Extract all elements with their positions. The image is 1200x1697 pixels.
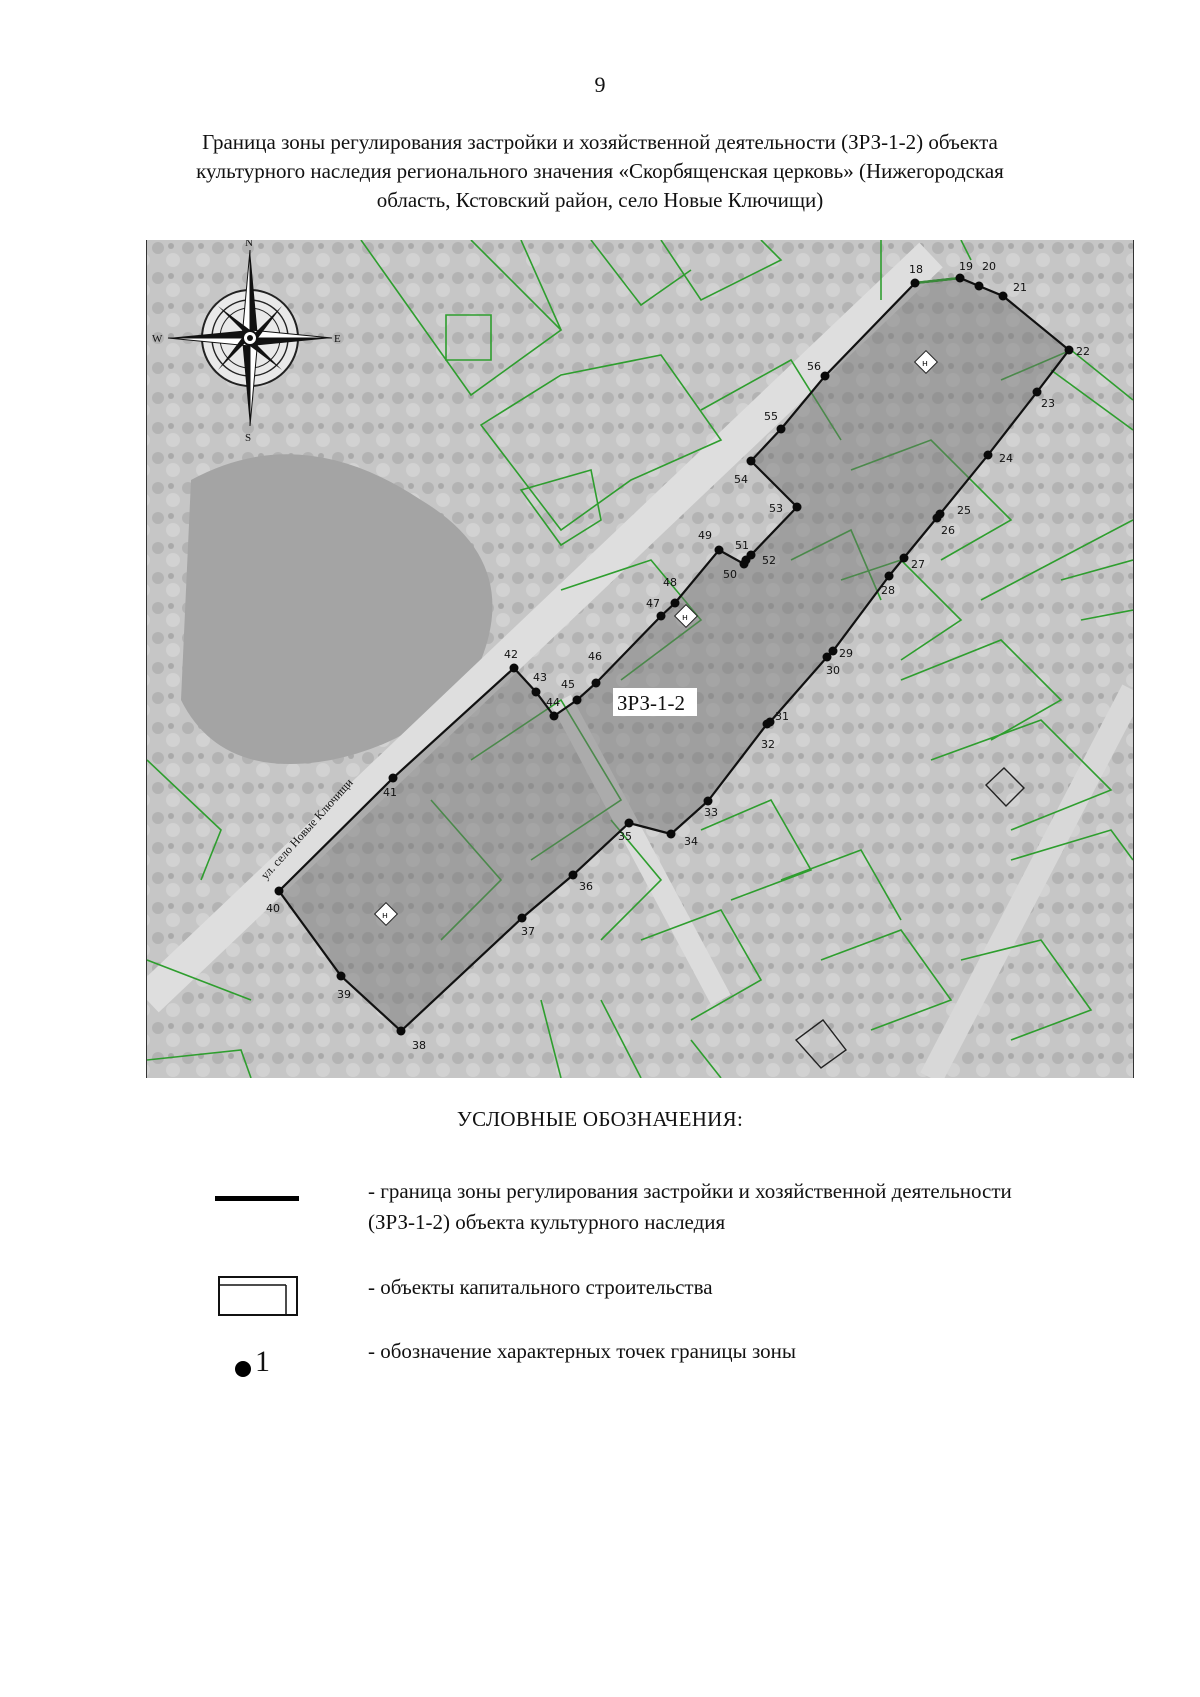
svg-text:25: 25 (957, 504, 971, 517)
point-dot-icon (235, 1361, 251, 1377)
svg-text:38: 38 (412, 1039, 426, 1052)
svg-text:53: 53 (769, 502, 783, 515)
point-symbol-label: 1 (255, 1345, 270, 1378)
boundary-line-symbol (215, 1196, 299, 1201)
svg-text:33: 33 (704, 806, 718, 819)
svg-text:27: 27 (911, 558, 925, 571)
legend-boundary-line2: (ЗРЗ-1-2) объекта культурного наследия (368, 1210, 726, 1234)
svg-text:47: 47 (646, 597, 660, 610)
page-title (150, 128, 1050, 215)
map-svg (147, 240, 1133, 1078)
svg-text:41: 41 (383, 786, 397, 799)
compass-south-label: S (245, 432, 252, 444)
svg-text:50: 50 (723, 568, 737, 581)
title-line-2: культурного наследия регионального значения «Скорбященская церковь» (Нижегородская (196, 159, 1004, 183)
svg-text:40: 40 (266, 902, 280, 915)
svg-text:44: 44 (546, 696, 560, 709)
svg-text:45: 45 (561, 678, 575, 691)
legend-title: УСЛОВНЫЕ ОБОЗНАЧЕНИЯ: (456, 1107, 744, 1131)
svg-text:52: 52 (762, 554, 776, 567)
zone-label: ЗРЗ-1-2 (617, 691, 685, 715)
legend-item-buildings-text: - объекты капитального строительства (368, 1275, 713, 1299)
svg-text:56: 56 (807, 360, 821, 373)
legend-item-points-text: - обозначение характерных точек границы зоны (368, 1339, 796, 1363)
svg-text:23: 23 (1041, 397, 1055, 410)
svg-text:н: н (922, 359, 928, 369)
zone-map[interactable] (146, 240, 1134, 1078)
svg-text:49: 49 (698, 529, 712, 542)
svg-text:34: 34 (684, 835, 698, 848)
svg-text:29: 29 (839, 647, 853, 660)
svg-text:21: 21 (1013, 281, 1027, 294)
svg-text:22: 22 (1076, 345, 1090, 358)
svg-text:18: 18 (909, 263, 923, 276)
compass-east-label: E (334, 333, 341, 345)
svg-text:37: 37 (521, 925, 535, 938)
svg-text:24: 24 (999, 452, 1013, 465)
svg-text:30: 30 (826, 664, 840, 677)
compass-north-label: N (245, 240, 253, 249)
title-line-3: область, Кстовский район, село Новые Ключищи) (376, 188, 824, 212)
svg-text:31: 31 (775, 710, 789, 723)
svg-text:н: н (382, 911, 388, 921)
building-symbol (218, 1276, 298, 1316)
compass-west-label: W (152, 333, 163, 345)
svg-text:35: 35 (618, 830, 632, 843)
svg-text:43: 43 (533, 671, 547, 684)
svg-text:51: 51 (735, 539, 749, 552)
page-number: 9 (594, 72, 606, 97)
svg-text:26: 26 (941, 524, 955, 537)
svg-text:32: 32 (761, 738, 775, 751)
svg-text:42: 42 (504, 648, 518, 661)
legend-boundary-line1: - граница зоны регулирования застройки и хозяйственной деятельности (368, 1179, 1012, 1203)
svg-text:20: 20 (982, 260, 996, 273)
svg-text:46: 46 (588, 650, 602, 663)
svg-text:19: 19 (959, 260, 973, 273)
svg-text:54: 54 (734, 473, 748, 486)
svg-text:36: 36 (579, 880, 593, 893)
svg-text:48: 48 (663, 576, 677, 589)
svg-text:28: 28 (881, 584, 895, 597)
legend-item-boundary-text (368, 1176, 1128, 1238)
title-line-1: Граница зоны регулирования застройки и хозяйственной деятельности (ЗРЗ-1-2) объекта (202, 130, 998, 154)
street-label: ул. село Новые Ключищи (257, 775, 356, 883)
svg-text:39: 39 (337, 988, 351, 1001)
svg-text:н: н (682, 613, 688, 623)
svg-text:55: 55 (764, 410, 778, 423)
